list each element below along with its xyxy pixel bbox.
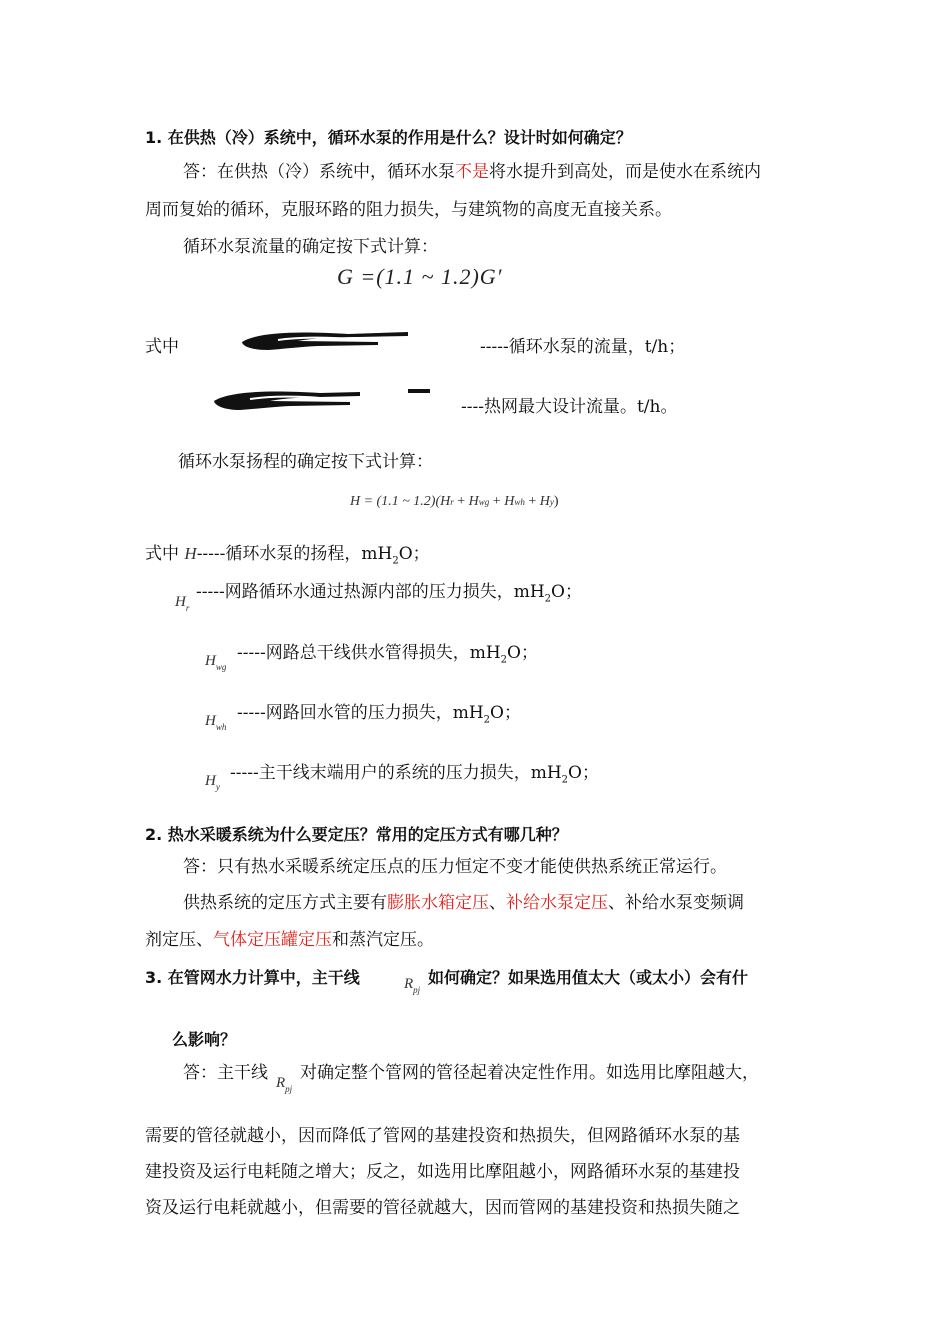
question-2-title: 2. 热水采暖系统为什么要定压？常用的定压方式有哪几种？: [145, 825, 568, 844]
def-flow-rate: -----循环水泵的流量，t/h；: [480, 337, 686, 357]
flow-formula: G =(1.1 ~ 1.2)G′: [337, 264, 503, 289]
question-3-title-line2: 么影响？: [172, 1030, 237, 1049]
def-return-loss: -----网路回水管的压力损失，$mH_2O$；: [237, 703, 521, 726]
rpj-symbol-title: $R_{pj}$: [404, 976, 421, 995]
q2-methods-line2: 剂定压、气体定压罐定压和蒸汽定压。: [145, 930, 434, 950]
def-user-loss: -----主干线末端用户的系统的压力损失，$mH_2O$；: [230, 763, 599, 786]
method-expansion-tank: 膨胀水箱定压: [387, 893, 489, 913]
def-pump-head: -----循环水泵的扬程，mH: [196, 544, 393, 564]
question-3-title-line1b: 如何确定？如果选用值太大（或太小）会有什: [428, 968, 749, 987]
where-label-2: 式中 H-----循环水泵的扬程，$mH_2O$；: [145, 544, 430, 567]
h-symbol: H: [184, 544, 197, 563]
q1-answer-highlight: 不是: [455, 162, 489, 182]
method-gas-tank: 气体定压罐定压: [213, 930, 332, 950]
q2-answer: 答：只有热水采暖系统定压点的压力恒定不变才能使供热系统正常运行。: [183, 857, 727, 877]
hy-symbol: $H_y$: [205, 773, 220, 792]
hwg-symbol: $H_{wg}$: [205, 653, 227, 672]
head-formula-intro: 循环水泵扬程的确定按下式计算：: [178, 452, 433, 472]
q1-answer-part-a: 答：在供热（冷）系统中，循环水泵: [183, 162, 455, 182]
where-label: 式中: [145, 337, 179, 357]
method-makeup-pump: 补给水泵定压: [506, 893, 608, 913]
q1-answer-part-b: 将水提升到高处，而是使水在系统内: [489, 162, 761, 182]
def-max-flow: ----热网最大设计流量。t/h。: [461, 397, 678, 417]
rpj-symbol-answer: $R_{pj}$: [276, 1075, 293, 1094]
question-3-title-line1: 3. 在管网水力计算中，主干线: [145, 968, 360, 987]
hwh-symbol: $H_{wh}$: [205, 713, 227, 732]
head-formula: H = (1.1 ~ 1.2)(Hr + Hwg + Hwh + Hy): [350, 494, 559, 509]
flow-formula-intro: 循环水泵流量的确定按下式计算：: [183, 237, 438, 257]
hr-symbol: $H_r$: [175, 594, 190, 613]
g-symbol-image: [238, 328, 413, 354]
q3-line4: 资及运行电耗就越小，但需要的管径就越大，因而管网的基建投资和热损失随之: [145, 1198, 740, 1218]
q1-answer-line1: [183, 161, 761, 183]
question-1-title: 1. 在供热（冷）系统中，循环水泵的作用是什么？设计时如何确定？: [145, 128, 632, 147]
q2-methods-line1: 供热系统的定压方式主要有膨胀水箱定压、补给水泵定压、补给水泵变频调: [183, 893, 744, 913]
q3-line3: 建投资及运行电耗随之增大；反之，如选用比摩阻越小，网路循环水泵的基建投: [145, 1162, 740, 1182]
q3-answer-part-a: 答：主干线: [183, 1063, 268, 1083]
def-source-loss: -----网路循环水通过热源内部的压力损失，$mH_2O$；: [196, 582, 582, 605]
def-supply-loss: -----网路总干线供水管得损失，$mH_2O$；: [237, 643, 538, 666]
q1-answer-line2: 周而复始的循环，克服环路的阻力损失，与建筑物的高度无直接关系。: [145, 200, 672, 220]
g-prime-symbol-image: [210, 386, 435, 412]
q3-answer-part-b: 对确定整个管网的管径起着决定性作用。如选用比摩阻越大，: [300, 1063, 759, 1083]
q3-line2: 需要的管径就越小，因而降低了管网的基建投资和热损失，但网路循环水泵的基: [145, 1126, 740, 1146]
